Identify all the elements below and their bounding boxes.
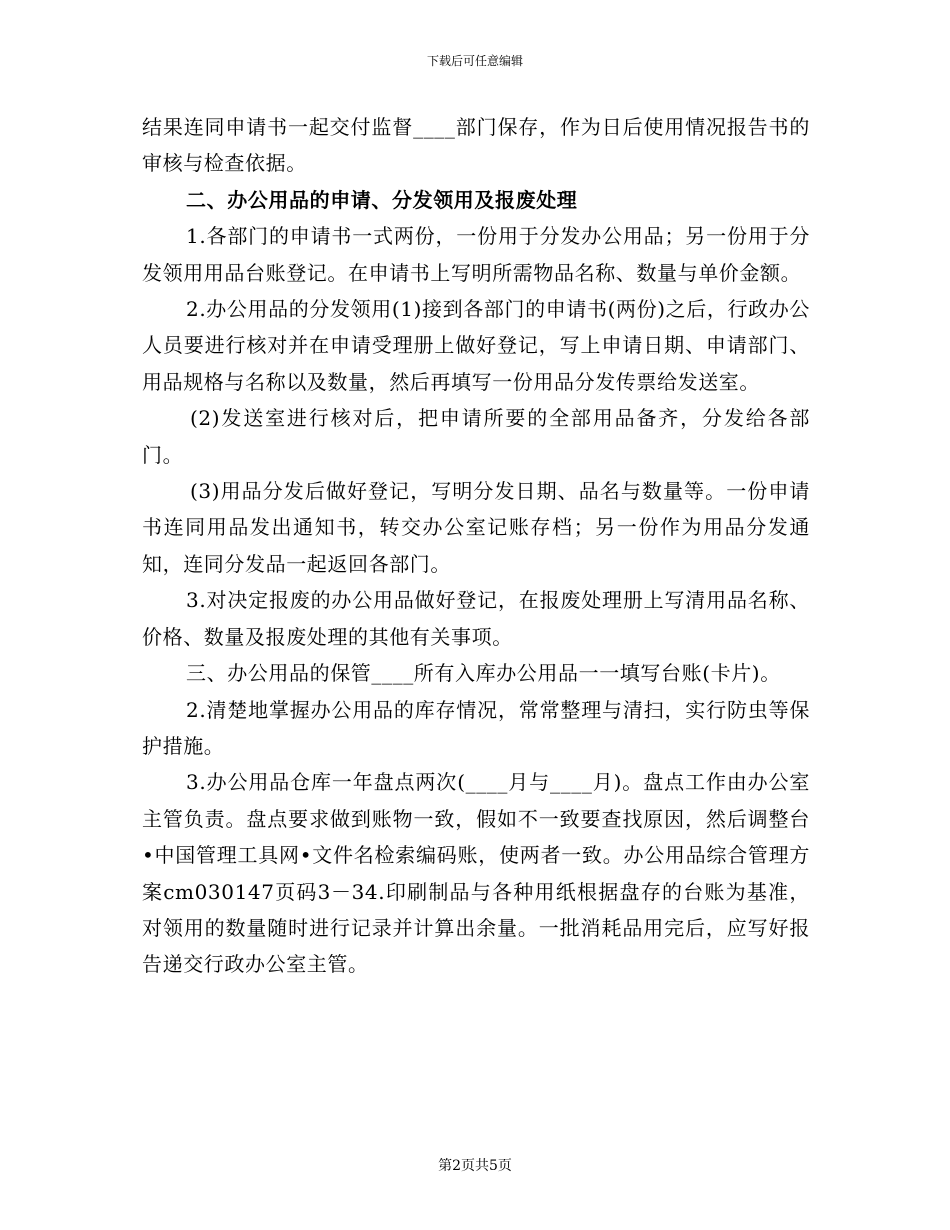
page-footer: 第2页共5页 bbox=[438, 1158, 512, 1174]
page-header: 下载后可任意编辑 bbox=[426, 54, 523, 68]
paragraph-storage-3: 3.办公用品仓库一年盘点两次(____月与____月)。盘点工作由办公室主管负责。盘点要求做到账物一致，假如不一致要查找原因，然后调整台•中国管理工具网•文件名检索编码账，使两者一致。办公用品综合管理方案cm030147页码3－34.印刷制品与各种用纸根据盘存的台账为基准，对领用的数量随时进行记录并计算出余量。一批消耗品用完后，应写好报告递交行政办公室主管。 bbox=[142, 770, 810, 977]
paragraph-item-3: 3.对决定报废的办公用品做好登记，在报废处理册上写清用品名称、价格、数量及报废处理的其他有关事项。 bbox=[142, 588, 810, 649]
section-heading-2: 二、办公用品的申请、分发领用及报废处理 bbox=[186, 187, 578, 212]
document-body bbox=[142, 109, 810, 983]
paragraph-item-2-sub-3: (3)用品分发后做好登记，写明分发日期、品名与数量等。一份申请书连同用品发出通知书，转交办公室记账存档；另一份作为用品分发通知，连同分发品一起返回各部门。 bbox=[142, 479, 810, 576]
paragraph-continuation: 结果连同申请书一起交付监督____部门保存，作为日后使用情况报告书的审核与检查依据。 bbox=[142, 115, 810, 176]
paragraph-item-1: 1.各部门的申请书一式两份，一份用于分发办公用品；另一份用于分发领用用品台账登记。在申请书上写明所需物品名称、数量与单价金额。 bbox=[142, 224, 810, 285]
section-heading-3: 三、办公用品的保管____所有入库办公用品一一填写台账(卡片)。 bbox=[186, 661, 781, 686]
paragraph-item-2: 2.办公用品的分发领用(1)接到各部门的申请书(两份)之后，行政办公人员要进行核对并在申请受理册上做好登记，写上申请日期、申请部门、用品规格与名称以及数量，然后再填写一份用品分发传票给发送室。 bbox=[142, 297, 810, 394]
paragraph-item-2-sub-2: (2)发送室进行核对后，把申请所要的全部用品备齐，分发给各部门。 bbox=[142, 406, 810, 467]
paragraph-storage-2: 2.清楚地掌握办公用品的库存情况，常常整理与清扫，实行防虫等保护措施。 bbox=[142, 697, 810, 758]
